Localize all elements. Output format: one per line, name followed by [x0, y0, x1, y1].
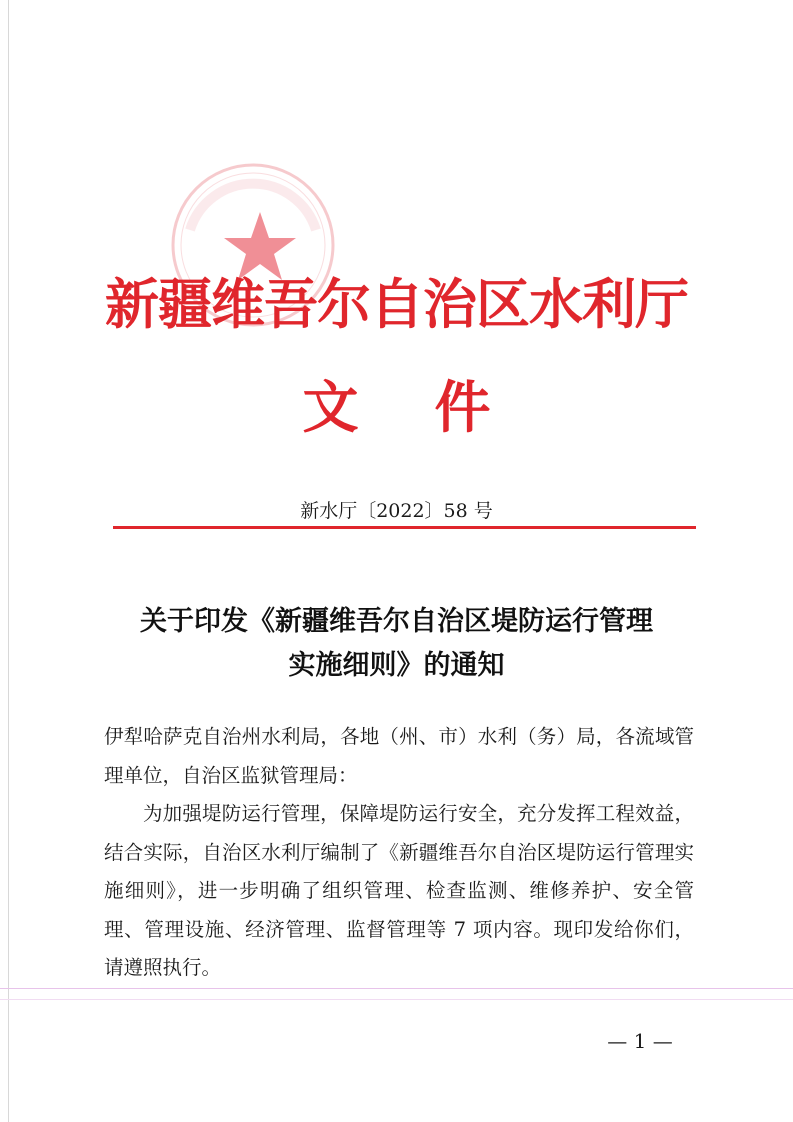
page-number: — 1 — [607, 1029, 673, 1053]
recipients-paragraph: 伊犁哈萨克自治州水利局，各地（州、市）水利（务）局，各流域管理单位，自治区监狱管理局： [104, 725, 694, 787]
notice-body [104, 718, 694, 988]
red-separator-line [113, 526, 696, 529]
notice-title-line-2: 实施细则》的通知 [288, 650, 505, 681]
scan-edge-line [8, 0, 9, 1122]
issuing-organization: 新疆维吾尔自治区水利厅 [105, 273, 688, 336]
document-number: 新水厅〔2022〕58 号 [300, 500, 493, 522]
page-divider-line [0, 988, 793, 989]
notice-title-line-1: 关于印发《新疆维吾尔自治区堤防运行管理 [140, 606, 653, 637]
main-paragraph: 为加强堤防运行管理，保障堤防运行安全，充分发挥工程效益，结合实际，自治区水利厅编制了《新疆维吾尔自治区堤防运行管理实施细则》，进一步明确了组织管理、检查监测、维修养护、安全管理、管理设施、经济管理、监督管理等 7 项内容。现印发给你们，请遵照执行。 [104, 802, 694, 979]
notice-title [90, 600, 703, 688]
document-type-label: 文件 [302, 376, 567, 441]
page-divider-line-faint [0, 999, 793, 1000]
